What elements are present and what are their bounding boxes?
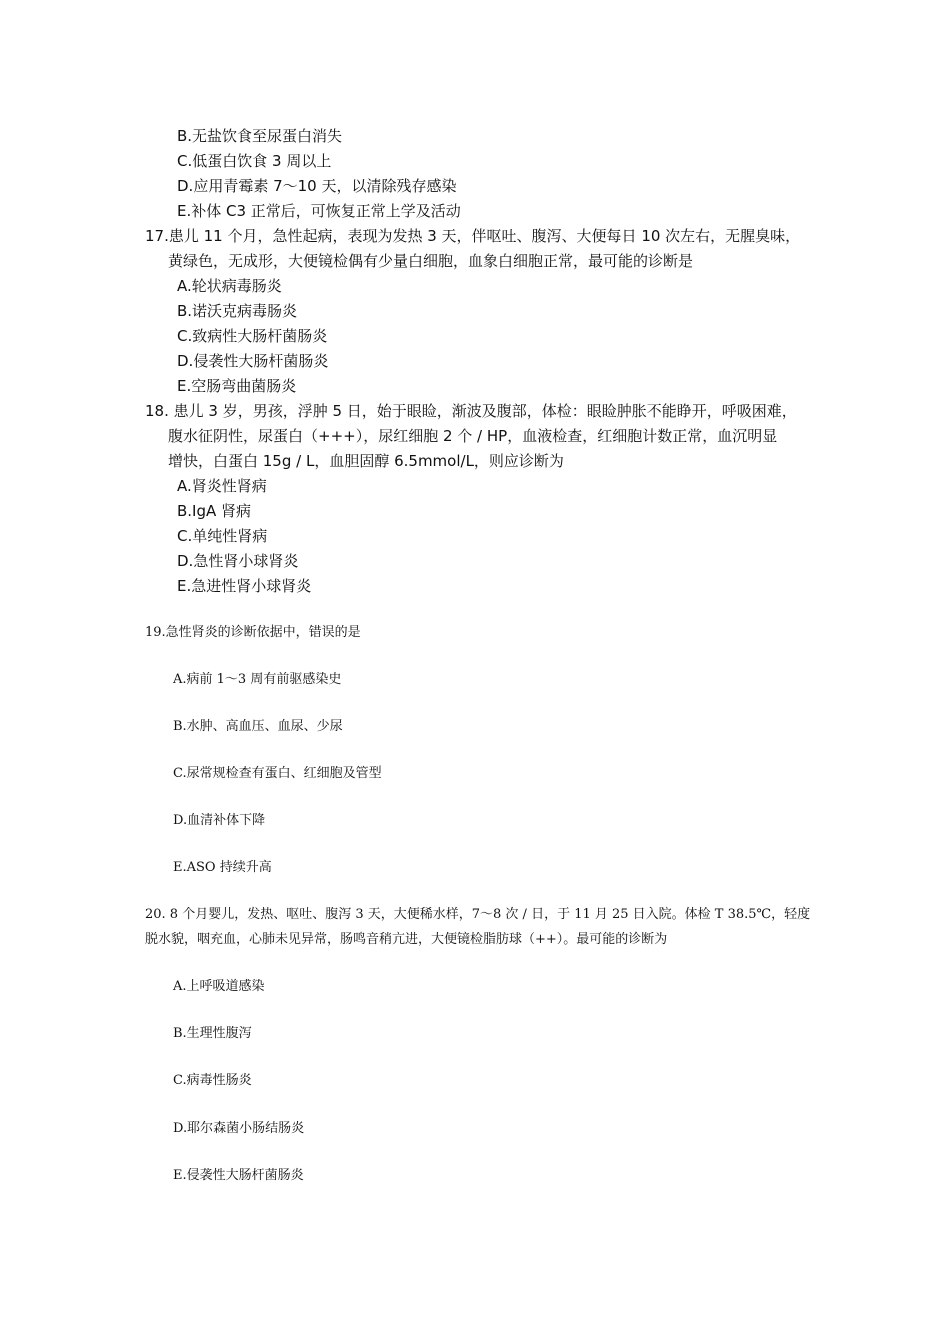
q17-option-c: C.致病性大肠杆菌肠炎 bbox=[177, 327, 328, 345]
q18-stem-line3: 增快，白蛋白 15g / L，血胆固醇 6.5mmol/L，则应诊断为 bbox=[168, 452, 564, 470]
q17-option-a: A.轮状病毒肠炎 bbox=[177, 277, 282, 295]
q20-stem-line2: 脱水貌，咽充血，心肺未见异常，肠鸣音稍亢进，大便镜检脂肪球（++）。最可能的诊断为 bbox=[145, 932, 668, 947]
q19-option-a: A.病前 1～3 周有前驱感染史 bbox=[173, 672, 342, 687]
q17-option-b: B.诺沃克病毒肠炎 bbox=[177, 302, 298, 320]
q19-stem: 19.急性肾炎的诊断依据中，错误的是 bbox=[145, 625, 361, 640]
q17-option-e: E.空肠弯曲菌肠炎 bbox=[177, 377, 297, 395]
q17-stem-line1: 17.患儿 11 个月，急性起病，表现为发热 3 天，伴呕吐、腹泻、大便每日 10 次左右，无腥臭味， bbox=[145, 227, 801, 245]
q18-option-e: E.急进性肾小球肾炎 bbox=[177, 577, 312, 595]
q18-option-d: D.急性肾小球肾炎 bbox=[177, 552, 299, 570]
q20-option-e: E.侵袭性大肠杆菌肠炎 bbox=[173, 1168, 304, 1183]
q17-stem-line2: 黄绿色，无成形，大便镜检偶有少量白细胞，血象白细胞正常，最可能的诊断是 bbox=[168, 252, 694, 270]
q20-option-a: A.上呼吸道感染 bbox=[173, 979, 265, 994]
q18-option-a: A.肾炎性肾病 bbox=[177, 477, 267, 495]
q16-option-d: D.应用青霉素 7～10 天，以清除残存感染 bbox=[177, 177, 457, 195]
q16-option-b: B.无盐饮食至尿蛋白消失 bbox=[177, 127, 343, 145]
q16-option-c: C.低蛋白饮食 3 周以上 bbox=[177, 152, 332, 170]
q18-option-c: C.单纯性肾病 bbox=[177, 527, 268, 545]
q20-option-b: B.生理性腹泻 bbox=[173, 1026, 252, 1041]
q18-stem-line1: 18. 患儿 3 岁，男孩，浮肿 5 日，始于眼睑，渐波及腹部，体检：眼睑肿胀不能睁开，呼吸困难， bbox=[145, 402, 797, 420]
q20-stem-line1: 20. 8 个月婴儿，发热、呕吐、腹泻 3 天，大便稀水样，7～8 次 / 日，于 11 月 25 日入院。体检 T 38.5℃，轻度 bbox=[145, 907, 811, 922]
q19-option-d: D.血清补体下降 bbox=[173, 813, 266, 828]
q19-option-b: B.水肿、高血压、血尿、少尿 bbox=[173, 719, 343, 734]
q20-option-c: C.病毒性肠炎 bbox=[173, 1073, 252, 1088]
q19-option-e: E.ASO 持续升高 bbox=[173, 860, 272, 875]
q18-option-b: B.IgA 肾病 bbox=[177, 502, 252, 520]
q16-option-e: E.补体 C3 正常后，可恢复正常上学及活动 bbox=[177, 202, 461, 220]
q17-option-d: D.侵袭性大肠杆菌肠炎 bbox=[177, 352, 329, 370]
q19-option-c: C.尿常规检查有蛋白、红细胞及管型 bbox=[173, 766, 382, 781]
q18-stem-line2: 腹水征阴性，尿蛋白（+++），尿红细胞 2 个 / HP，血液检查，红细胞计数正常，血沉明显 bbox=[168, 427, 778, 445]
q20-option-d: D.耶尔森菌小肠结肠炎 bbox=[173, 1121, 305, 1136]
